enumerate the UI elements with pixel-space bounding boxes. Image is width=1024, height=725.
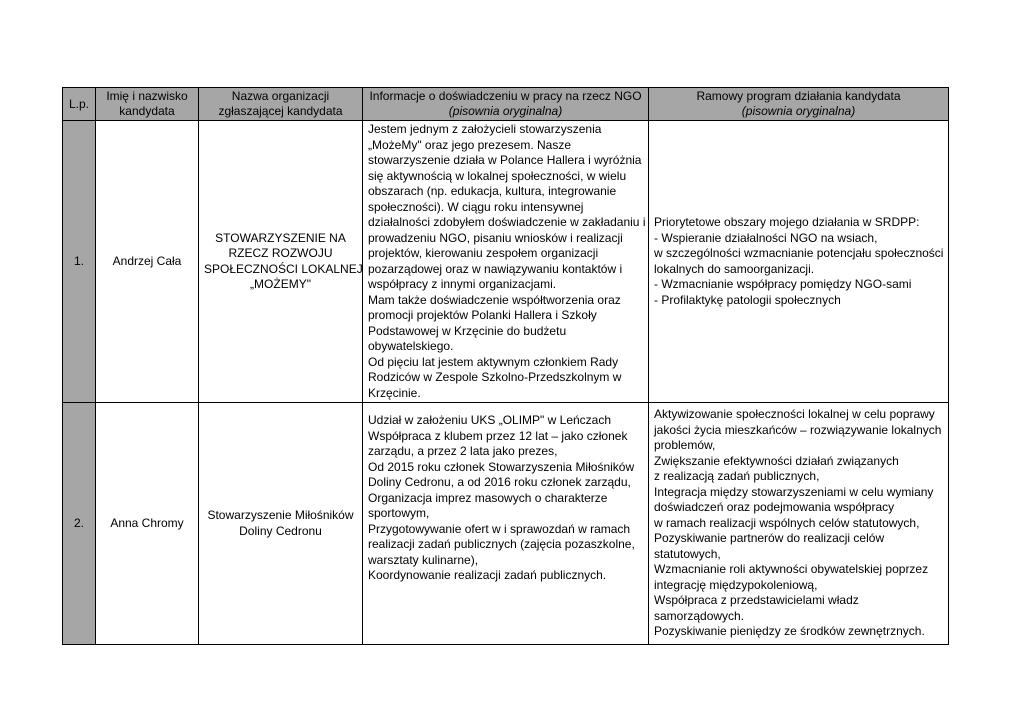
experience-info [363, 121, 649, 403]
header-org-line: zgłaszającej kandydata [218, 104, 343, 118]
header-info [363, 88, 649, 121]
info-line: współpracy z innymi organizacjami. [368, 277, 557, 291]
program-line: Integracja między stowarzyszeniami w celu wymiany [654, 484, 934, 499]
info-line: promocji projektów Polanki Hallera i Szkoły [368, 308, 597, 322]
experience-info [363, 403, 649, 645]
info-line: prowadzeniu NGO, pisaniu wniosków i realizacji [368, 230, 623, 245]
header-org-line: Nazwa organizacji [231, 89, 330, 103]
program-line: z realizacją zadań publicznych, [654, 469, 820, 484]
header-program-line: Ramowy program działania kandydata [696, 89, 901, 103]
info-line: się aktywnością w lokalnej społeczności, w wielu [368, 168, 627, 183]
info-line: Współpraca z klubem przez 12 lat – jako członek [368, 428, 628, 443]
info-line: „MożeMy" oraz jego prezesem. Nasze [368, 137, 571, 152]
program-line: - Profilaktykę patologii społecznych [654, 292, 841, 307]
header-program-note: (pisownia oryginalna) [741, 104, 856, 118]
row-number: 2. [63, 403, 96, 645]
organization-line: Doliny Cedronu [239, 523, 322, 538]
organization-line: SPOŁECZNOŚCI LOKALNEJ [204, 261, 363, 276]
program-line: doświadczeń oraz podejmowania współpracy [654, 500, 895, 515]
organization-line: Stowarzyszenie Miłośników [207, 508, 354, 522]
info-line: Rodziców w Zespole Szkolno-Przedszkolnym w [368, 370, 622, 384]
header-info-note: (pisownia oryginalna) [448, 104, 563, 118]
info-line: Doliny Cedronu, a od 2016 roku członek zarządu, [368, 475, 631, 489]
info-line: społeczności). W ciągu roku intensywnej [368, 199, 584, 214]
program-line: w ramach realizacji wspólnych celów statutowych, [654, 515, 920, 530]
info-line: Koordynowanie realizacji zadań publicznych. [368, 568, 607, 582]
program-line: - Wzmacnianie współpracy pomiędzy NGO-sami [654, 277, 912, 291]
row-number: 1. [63, 121, 96, 403]
header-org [199, 88, 363, 121]
program-line: Zwiększanie efektywności działań związanych [654, 453, 899, 468]
info-line: Mam także doświadczenie współtworzenia oraz [368, 292, 621, 307]
program-line: Pozyskiwanie partnerów do realizacji celów [654, 531, 885, 546]
info-line: Organizacja imprez masowych o charakterze [368, 490, 608, 505]
info-line: Od 2015 roku członek Stowarzyszenia Miłośników [368, 459, 635, 474]
header-program [649, 88, 949, 121]
program-line: lokalnych do samoorganizacji. [654, 261, 815, 276]
header-info-line: Informacje o doświadczeniu w pracy na rzecz NGO [369, 89, 642, 103]
info-line: stowarzyszenie działa w Polance Hallera i wyróżnia [368, 153, 642, 167]
program-line: statutowych, [654, 546, 721, 561]
info-line: pozarządowej oraz w nawiązywaniu kontaktów i [368, 261, 623, 276]
candidates-table [62, 87, 949, 645]
info-line: Podstawowej w Krzęcinie do budżetu [368, 323, 567, 338]
program-line: Wzmacnianie roli aktywności obywatelskiej poprzez [654, 562, 929, 577]
header-lp: L.p. [63, 88, 96, 121]
program-line: problemów, [654, 438, 716, 453]
program-line: Aktywizowanie społeczności lokalnej w celu poprawy [654, 407, 935, 422]
program-line: jakości życia mieszkańców – rozwiązywanie lokalnych [654, 422, 942, 437]
info-line: sportowym, [368, 506, 430, 520]
info-line: Przygotowywanie ofert w i sprawozdań w ramach [368, 521, 631, 536]
organization-line: „MOŻEMY" [250, 277, 311, 291]
organization-line: STOWARZYSZENIE NA [215, 230, 346, 245]
info-line: Udział w założeniu UKS „OLIMP" w Leńczach [368, 413, 612, 427]
info-line: warsztaty kulinarne), [368, 552, 479, 567]
table-row [63, 121, 949, 403]
info-line: realizacji zadań publicznych (zajęcia pozaszkolne, [368, 537, 635, 551]
info-line: Jestem jednym z założycieli stowarzyszenia [368, 122, 602, 136]
header-row [63, 88, 949, 121]
action-program [649, 121, 949, 403]
program-line: Współpraca z przedstawicielami władz [654, 593, 859, 608]
organization-name [199, 403, 363, 645]
header-name-line: kandydata [119, 104, 175, 118]
candidate-name: Andrzej Cała [96, 121, 199, 403]
program-line: integrację międzypokoleniową, [654, 577, 818, 592]
program-line: Priorytetowe obszary mojego działania w SRDPP: [654, 215, 920, 229]
program-line: samorządowych. [654, 608, 745, 623]
header-name [96, 88, 199, 121]
action-program [649, 403, 949, 645]
organization-name [199, 121, 363, 403]
organization-line: RZECZ ROZWOJU [228, 246, 333, 260]
info-line: Od pięciu lat jestem aktywnym członkiem Rady [368, 354, 619, 369]
info-line: obywatelskiego. [368, 339, 454, 353]
info-line: zarządu, a przez 2 lata jako prezes, [368, 444, 558, 458]
program-line: - Wspieranie działalności NGO na wsiach, [654, 230, 878, 245]
info-line: Krzęcinie. [368, 385, 421, 400]
header-name-line: Imię i nazwisko [106, 89, 188, 103]
info-line: obszarach (np. edukacja, kultura, integrowanie [368, 184, 617, 198]
candidate-name: Anna Chromy [96, 403, 199, 645]
program-line: Pozyskiwanie pieniędzy ze środków zewnętrznych. [654, 624, 925, 639]
info-line: projektów, kierowaniu zespołem organizacji [368, 246, 599, 260]
table-row [63, 403, 949, 645]
info-line: działalności zdobyłem doświadczenie w zakładaniu i [368, 215, 646, 229]
program-line: w szczególności wzmacnianie potencjału społeczności [654, 246, 944, 260]
